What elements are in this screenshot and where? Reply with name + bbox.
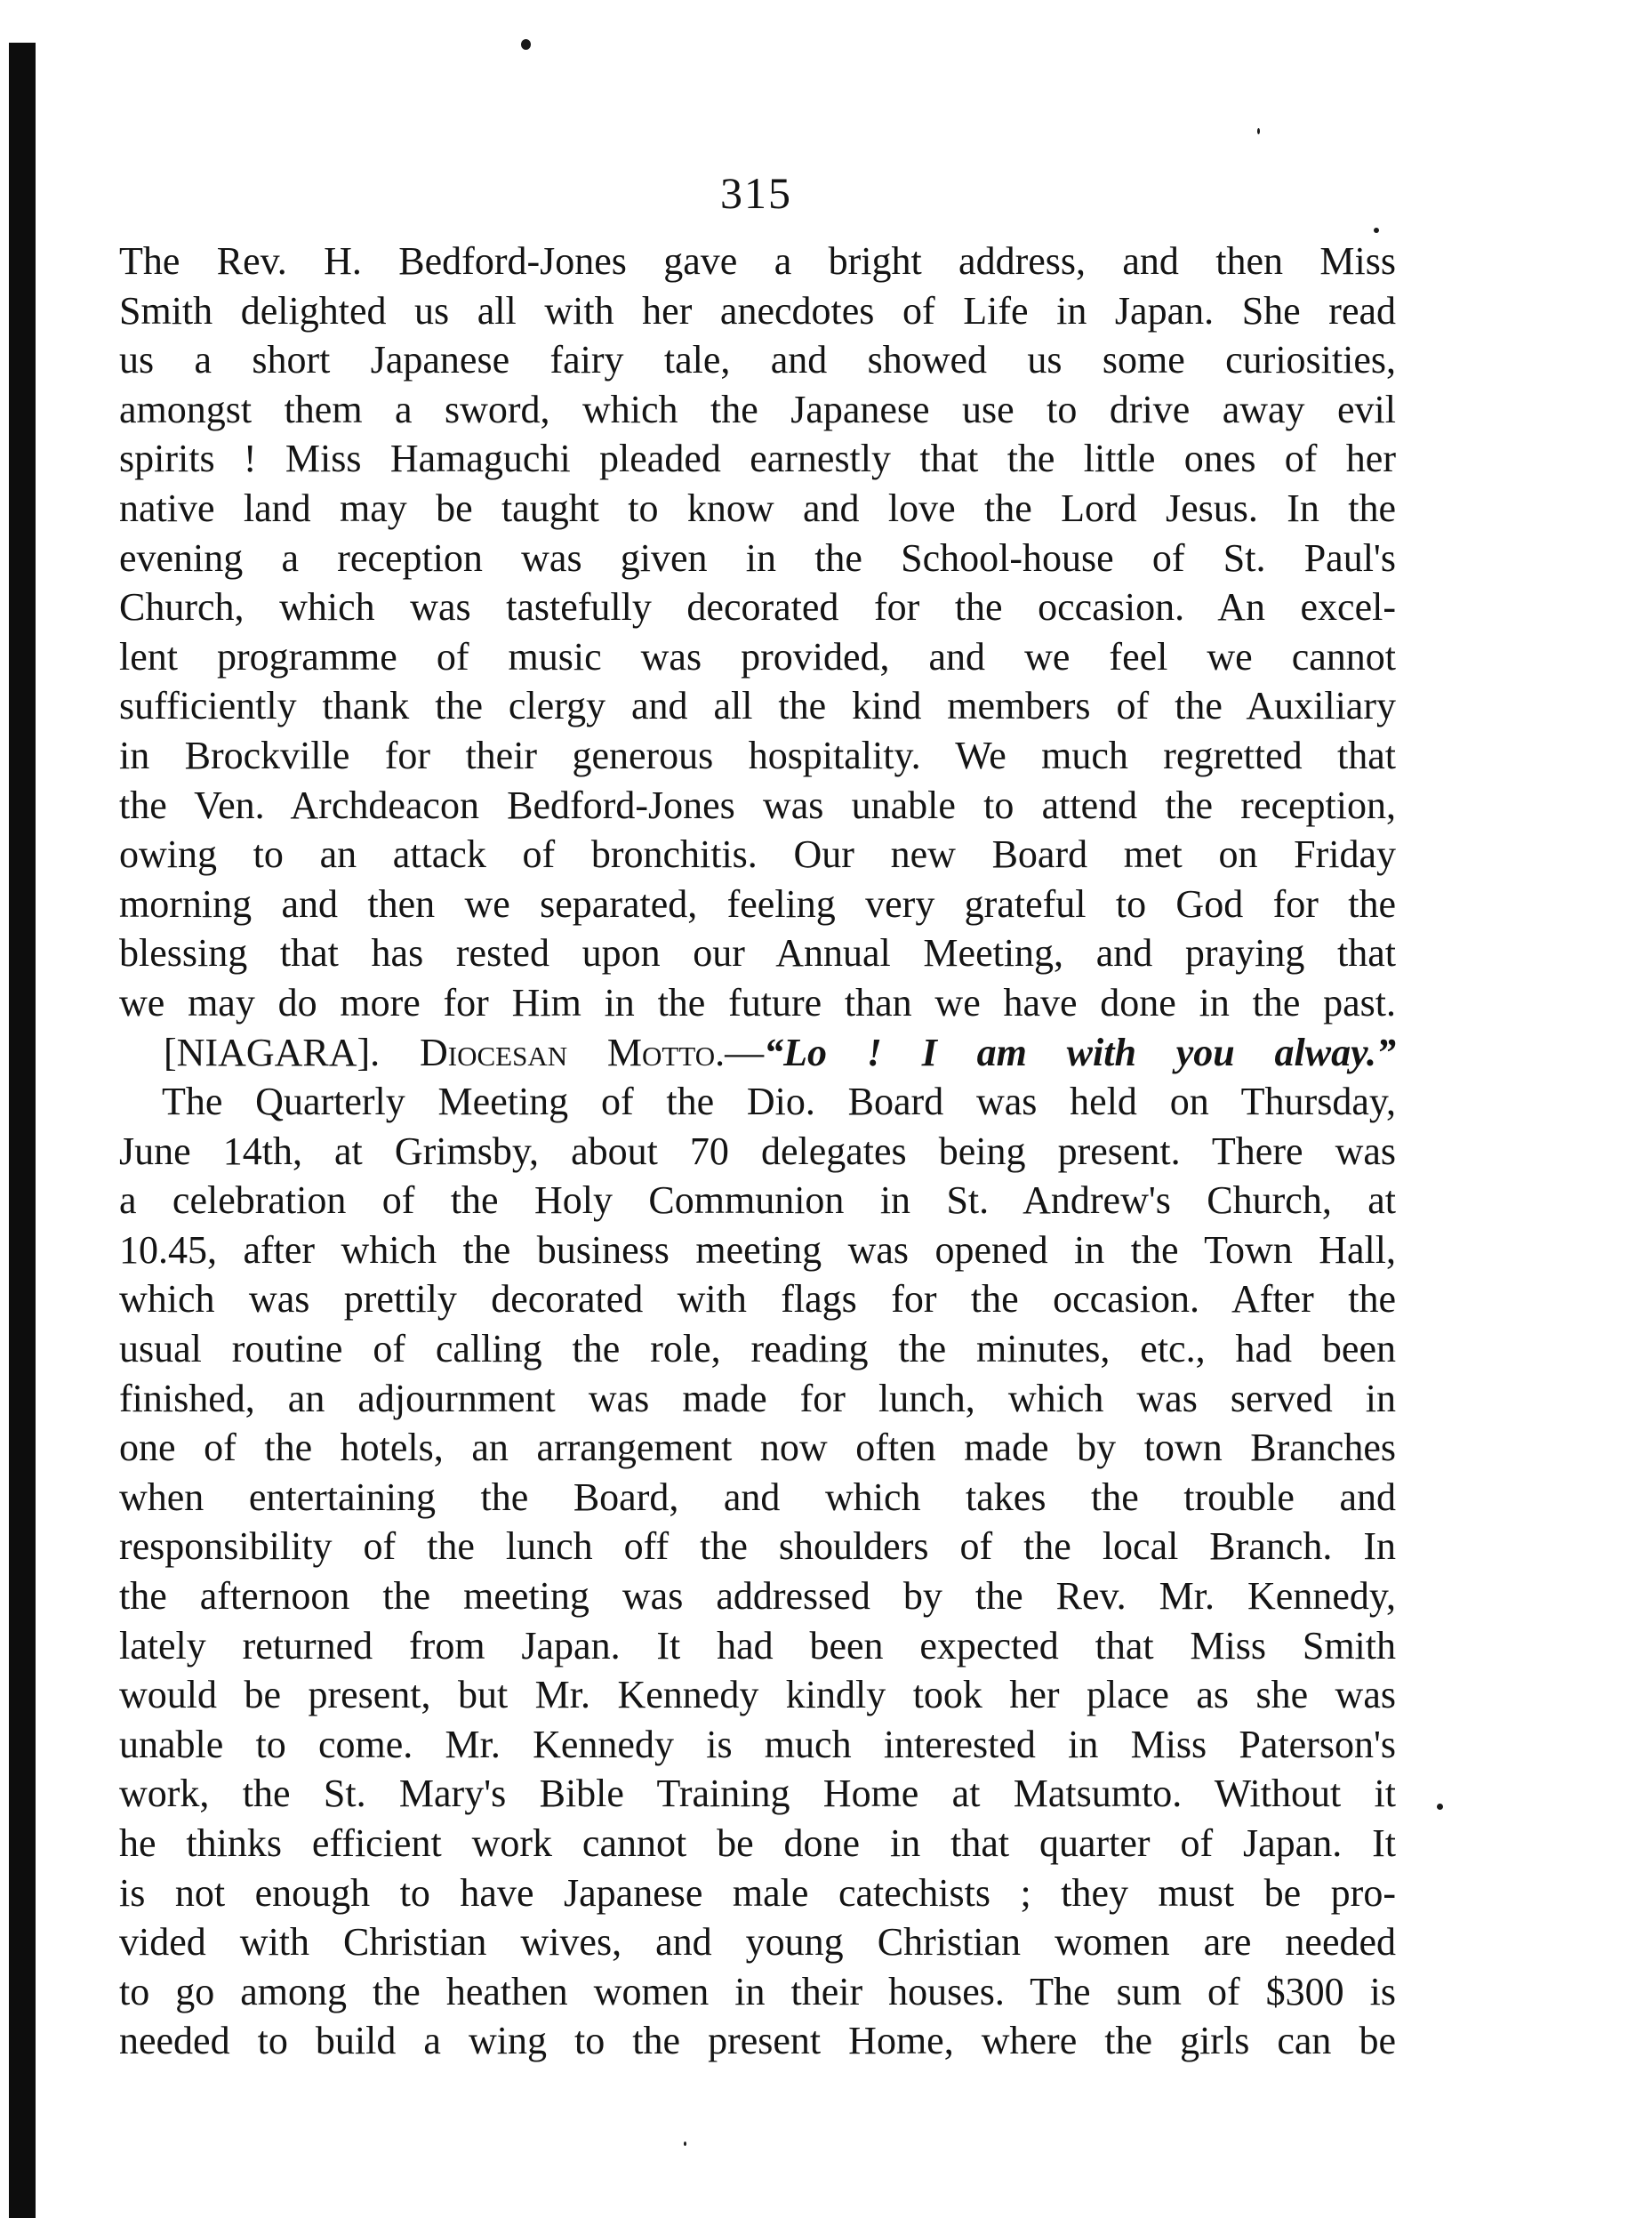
text-line: us a short Japanese fairy tale, and showed us some curiosities,: [119, 338, 1396, 382]
text-line: work, the St. Mary's Bible Training Home at Matsumto. Without it: [119, 1772, 1396, 1816]
text-line: finished, an adjournment was made for lunch, which was served in: [119, 1376, 1396, 1420]
text-line: one of the hotels, an arrangement now often made by town Branches: [119, 1426, 1396, 1470]
ink-speck: [684, 2142, 686, 2146]
text-line: sufficiently thank the clergy and all the kind members of the Auxiliary: [119, 684, 1396, 728]
text-line: lately returned from Japan. It had been expected that Miss Smith: [119, 1623, 1396, 1668]
text-line: evening a reception was given in the School-house of St. Paul's: [119, 535, 1396, 580]
text-line: the afternoon the meeting was addressed by the Rev. Mr. Kennedy,: [119, 1574, 1396, 1619]
text-line: is not enough to have Japanese male catechists ; they must be pro-: [119, 1870, 1396, 1915]
text-line: usual routine of calling the role, reading the minutes, etc., had been: [119, 1327, 1396, 1371]
text-line: amongst them a sword, which the Japanese use to drive away evil: [119, 387, 1396, 431]
text-line: blessing that has rested upon our Annual Meeting, and praying that: [119, 931, 1396, 976]
text-line: he thinks efficient work cannot be done in that quarter of Japan. It: [119, 1821, 1396, 1865]
ink-speck: [521, 39, 531, 50]
text-line: The Rev. H. Bedford-Jones gave a bright address, and then Miss: [119, 239, 1396, 283]
text-line: native land may be taught to know and love the Lord Jesus. In the: [119, 486, 1396, 530]
text-line: June 14th, at Grimsby, about 70 delegates being present. There was: [119, 1129, 1396, 1173]
text-line: which was prettily decorated with flags for the occasion. After the: [119, 1277, 1396, 1322]
text-line: Church, which was tastefully decorated for the occasion. An excel-: [119, 585, 1396, 630]
ink-speck: [1374, 228, 1379, 233]
diocese-name: [NIAGARA].: [164, 1030, 381, 1074]
paragraph-niagara: [119, 1077, 1396, 2066]
page-body: [119, 237, 1396, 2066]
ink-speck: [1437, 1804, 1443, 1810]
text-line: Smith delighted us all with her anecdotes of Life in Japan. She read: [119, 288, 1396, 333]
text-line: responsibility of the lunch off the shoulders of the local Branch. In: [119, 1524, 1396, 1569]
book-binding-edge: [9, 43, 36, 2218]
text-line: owing to an attack of bronchitis. Our new Board met on Friday: [119, 832, 1396, 877]
text-line: we may do more for Him in the future than we have done in the past.: [119, 980, 1396, 1025]
text-line: would be present, but Mr. Kennedy kindly took her place as she was: [119, 1673, 1396, 1717]
text-line: unable to come. Mr. Kennedy is much interested in Miss Paterson's: [119, 1722, 1396, 1766]
ink-speck: [1257, 128, 1260, 134]
text-line: a celebration of the Holy Communion in St. Andrew's Church, at: [119, 1178, 1396, 1223]
page-number: 315: [720, 168, 792, 218]
text-line: the Ven. Archdeacon Bedford-Jones was unable to attend the reception,: [119, 783, 1396, 827]
text-line: morning and then we separated, feeling very grateful to God for the: [119, 881, 1396, 926]
text-line: in Brockville for their generous hospitality. We much regretted that: [119, 733, 1396, 777]
section-heading-niagara: [119, 1028, 1396, 1078]
paragraph-brockville: [119, 237, 1396, 1028]
motto-label: Diocesan Motto.—: [420, 1030, 765, 1074]
text-line: vided with Christian wives, and young Christian women are needed: [119, 1920, 1396, 1965]
diocesan-motto: “Lo ! I am with you alway.”: [764, 1030, 1396, 1074]
text-line: 10.45, after which the business meeting was opened in the Town Hall,: [119, 1227, 1396, 1272]
text-line: when entertaining the Board, and which takes the trouble and: [119, 1475, 1396, 1519]
text-line: needed to build a wing to the present Home, where the girls can be: [119, 2019, 1396, 2063]
text-line: to go among the heathen women in their houses. The sum of $300 is: [119, 1969, 1396, 2013]
text-line: lent programme of music was provided, and we feel we cannot: [119, 634, 1396, 679]
text-line: spirits ! Miss Hamaguchi pleaded earnestly that the little ones of her: [119, 437, 1396, 481]
text-line: The Quarterly Meeting of the Dio. Board was held on Thursday,: [162, 1080, 1396, 1124]
